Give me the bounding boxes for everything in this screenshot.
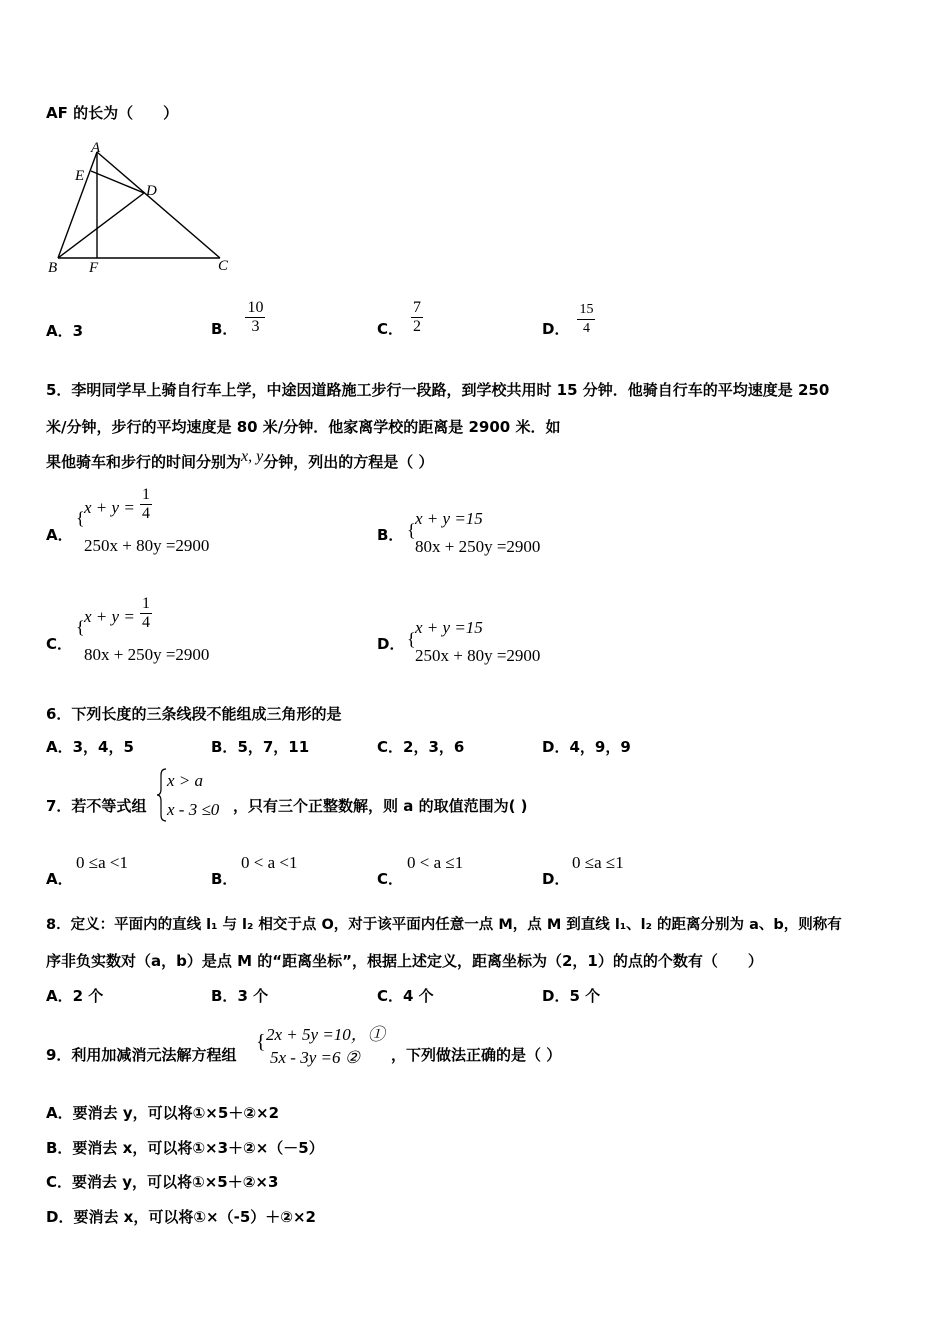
q7-ineq2: x - 3 ≤0 <box>167 800 220 819</box>
q9-eq2: 5x - 3y =6 ② <box>270 1048 360 1067</box>
q9-option-a[interactable]: A．要消去 y，可以将①×5＋②×2 <box>46 1104 280 1122</box>
q5-option-c[interactable]: C． { x + y = $\frac{1}{4}$ 80x + 250y =2900 <box>46 595 210 664</box>
q9-option-d[interactable]: D．要消去 x，可以将①×（-5）＋②×2 <box>46 1208 316 1226</box>
brace: { <box>407 520 416 540</box>
q4-stem-tail: AF 的长为（ ） <box>46 104 179 122</box>
point-label-c: C <box>218 258 229 274</box>
q6-option-d[interactable]: D．4，9，9 <box>542 738 631 756</box>
segment-ac <box>97 152 220 258</box>
q6-stem: 6．下列长度的三条线段不能组成三角形的是 <box>46 705 342 723</box>
q8-stem-line1: 8．定义：平面内的直线 l₁ 与 l₂ 相交于点 O，对于该平面内任意一点 M，点 M 到直线 l₁、l₂ 的距离分别为 a、b，则称有 <box>46 917 842 933</box>
q4-option-b[interactable]: B． $\frac{10}{3}$ <box>211 299 264 338</box>
q5-stem-line1: 5．李明同学早上骑自行车上学，中途因道路施工步行一段路，到学校共用时 15 分钟．他骑自行车的平均速度是 250 <box>46 381 830 399</box>
brace: { <box>76 617 85 637</box>
q9-option-b[interactable]: B．要消去 x，可以将①×3＋②×（－5） <box>46 1139 324 1157</box>
q7-stem-post: ，只有三个正整数解，则 a 的取值范围为( ) <box>233 797 528 815</box>
q5-stem-line3: 果他骑车和步行的时间分别为x, y分钟，列出的方程是（ ） <box>46 448 434 471</box>
segment-ed <box>91 171 144 193</box>
q7-option-a[interactable]: A． 0 ≤a <1 <box>46 853 128 888</box>
q5-option-b[interactable]: B． { x + y =15 80x + 250y =2900 <box>377 509 541 556</box>
q5-stem-line2: 米/分钟，步行的平均速度是 80 米/分钟．他家离学校的距离是 2900 米．如 <box>46 418 561 436</box>
q5-option-d[interactable]: D． { x + y =15 250x + 80y =2900 <box>377 618 541 665</box>
brace: { <box>256 1031 266 1053</box>
point-label-f: F <box>89 260 99 276</box>
q9-eq1: 2x + 5y =10，① <box>266 1025 385 1044</box>
q4-option-d[interactable]: D． $\frac{15}{4}$ <box>542 302 594 338</box>
q6-option-b[interactable]: B．5，7，11 <box>211 738 310 756</box>
q7-option-d[interactable]: D． 0 ≤a ≤1 <box>542 853 624 888</box>
q9-stem-post: ，下列做法正确的是（ ） <box>391 1046 562 1064</box>
q4-option-c[interactable]: C． $\frac{7}{2}$ <box>377 299 422 338</box>
q4-option-a[interactable]: A．3 <box>46 322 84 340</box>
q7-stem-pre: 7．若不等式组 <box>46 797 147 815</box>
point-label-b: B <box>48 260 58 276</box>
point-label-d: D <box>146 183 157 199</box>
q9-stem-pre: 9．利用加减消元法解方程组 <box>46 1046 237 1064</box>
q9-option-c[interactable]: C．要消去 y，可以将①×5＋②×3 <box>46 1173 279 1191</box>
q6-option-c[interactable]: C．2，3，6 <box>377 738 465 756</box>
q8-option-c[interactable]: C．4 个 <box>377 987 434 1005</box>
point-label-a: A <box>91 140 101 156</box>
point-label-e: E <box>75 168 85 184</box>
q8-option-a[interactable]: A．2 个 <box>46 987 104 1005</box>
q8-stem-line2: 序非负实数对（a，b）是点 M 的“距离坐标”，根据上述定义，距离坐标为（2，1）的点的个数有（ ） <box>46 952 763 970</box>
brace: { <box>407 629 416 649</box>
q7-option-b[interactable]: B． 0 < a <1 <box>211 853 298 888</box>
q8-option-b[interactable]: B．3 个 <box>211 987 269 1005</box>
q6-option-a[interactable]: A．3，4，5 <box>46 738 134 756</box>
q5-option-a[interactable]: A． { x + y = $\frac{1}{4}$ 250x + 80y =2900 <box>46 486 210 555</box>
q8-option-d[interactable]: D．5 个 <box>542 987 601 1005</box>
q7-option-c[interactable]: C． 0 < a ≤1 <box>377 853 464 888</box>
triangle-figure <box>40 138 240 278</box>
q7-ineq1: x > a <box>167 771 204 790</box>
brace: { <box>76 508 85 528</box>
segment-bd <box>58 193 144 258</box>
